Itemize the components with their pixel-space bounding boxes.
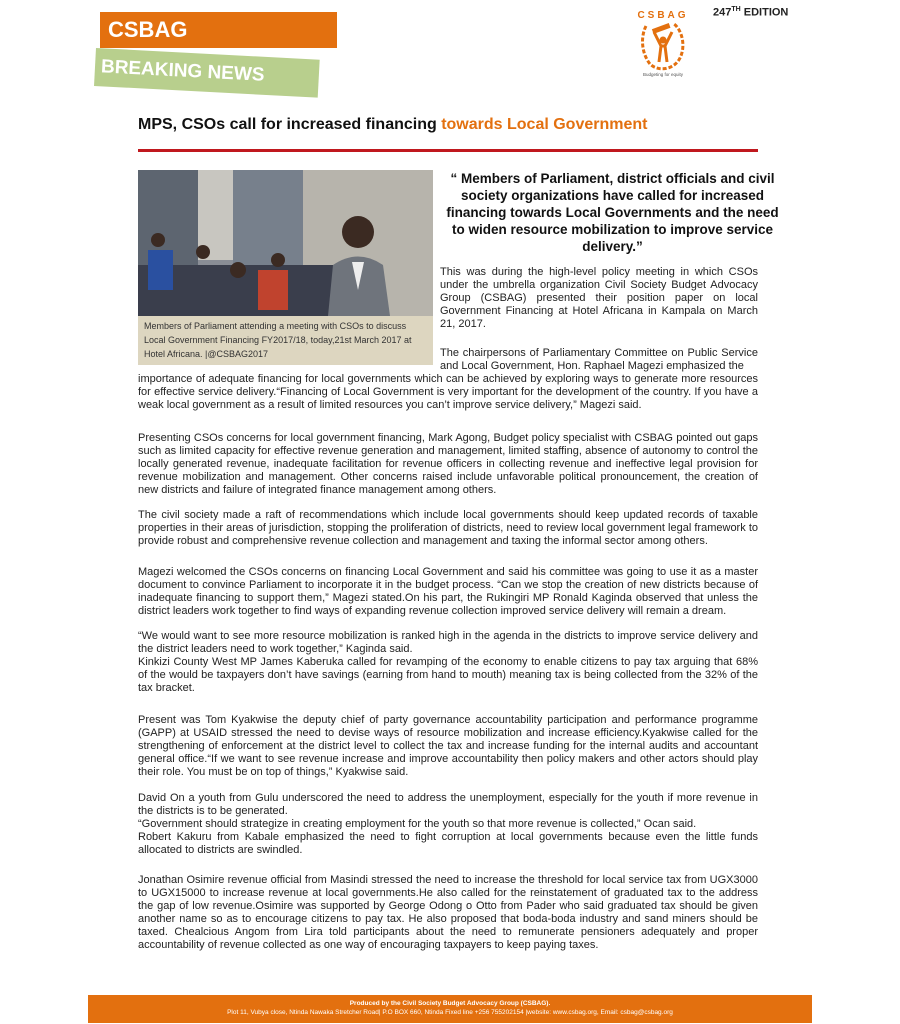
paragraph-8: Jonathan Osimire revenue official from Masindi stressed the need to increase the threshold for local service tax from UGX3000 to UGX15000 to increase revenue at local governments.He also called for the reinstatement of graduated tax to the address the gap of low revenue.Osimire was supported by George Odong o Otto from Pader who said graduated tax should be given another name so as to encourage citizens to pay tax. He also proposed that boda-boda industry and sand miners should be taxed. Chealcious Angom from Lira told participants about the need to remunerate pensioners adequately and proper accountability of revenue collected as one way of encouraging taxpayers to keep paying taxes.	[138, 874, 758, 951]
photo-caption: Members of Parliament attending a meeting with CSOs to discuss Local Government Financing FY2017/18, today,21st March 2017 at Hotel Africana. |@CSBAG2017	[144, 321, 412, 359]
paragraph-5	[138, 630, 758, 695]
headline-divider	[138, 149, 758, 152]
kakuru-text: Robert Kakuru from Kabale emphasized the need to fight corruption at local governments because even the little funds allocated to districts are swindled.	[138, 831, 758, 856]
pull-quote: “ Members of Parliament, district officials and civil society organizations have called for increased financing towards Local Governments and the need to widen resource mobilization to improve service delivery.”	[446, 171, 779, 254]
kaberuka-text: Kinkizi County West MP James Kaberuka called for revamping of the economy to enable citizens to pay tax arguing that 68% of the would be taxpayers don’t have savings (earning from hand to mouth) meaning tax is being collected from the 32% of the tax bracket.	[138, 656, 758, 694]
paragraph-1: importance of adequate financing for local governments which can be achieved by exploring ways to generate more resources for effective service delivery.“Financing of Local Government is very important for the development of the country. If you have a weak local government as a result of limited resources you can’t improve service delivery,” Magezi said.	[138, 373, 758, 411]
edition-label: 247TH EDITION	[713, 6, 789, 19]
csbag-logo	[632, 4, 694, 80]
svg-text:Budgeting for equity: Budgeting for equity	[642, 72, 684, 77]
paragraph-3: The civil society made a raft of recommendations which include local governments should keep updated records of taxable properties in their areas of jurisdiction, stopping the proliferation of districts, need to review local government legal framework to provide robust and comprehensive revenue collection and management and taxing the informal sector among others.	[138, 509, 758, 547]
article-headline: MPS, CSOs call for increased financing towards Local Government	[138, 116, 648, 133]
footer	[88, 995, 812, 1023]
article-photo	[138, 170, 433, 365]
kaginda-quote: “We would want to see more resource mobilization is ranked high in the agenda in the districts to improve service delivery and the district leaders need to work together,” Kaginda said.	[138, 630, 758, 655]
breaking-news-banner: BREAKING NEWS	[94, 48, 320, 98]
footer-contact: Plot 11, Vubya close, Ntinda Nawaka Stretcher Road| P.O BOX 660, Ntinda Fixed line +256 755202154 |website: www.csbag.org, Email: csbag@csbag.org	[227, 1009, 673, 1016]
intro-paragraph: This was during the high-level policy meeting in which CSOs under the umbrella organization Civil Society Budget Advocacy Group (CSBAG) presented their position paper on local Government Financing at Hotel Africana in Kampala on March 21, 2017.	[440, 266, 758, 330]
paragraph-4: Magezi welcomed the CSOs concerns on financing Local Government and said his committee was going to use it as a master document to convince Parliament to incorporate it in the budget process. “Can we stop the creation of new districts because of inadequate financing to support them,” Magezi stated.On his part, the Rukingiri MP Ronald Kaginda observed that unless the district leaders work together to find ways of expanding revenue collection improved service delivery will remain a dream.	[138, 566, 758, 617]
david-on-text: David On a youth from Gulu underscored the need to address the unemployment, especially for the youth if more revenue in the districts is to be generated.	[138, 792, 758, 817]
paragraph-1-start: The chairpersons of Parliamentary Committee on Public Service and Local Government, Hon. Raphael Magezi emphasized the	[440, 347, 758, 372]
brand-banner: CSBAG	[100, 12, 337, 48]
paragraph-2: Presenting CSOs concerns for local government financing, Mark Agong, Budget policy specialist with CSBAG pointed out gaps such as limited capacity for effective revenue generation and management, limited staffing, absence of autonomy to control the locally generated revenue, inadequate facilitation for revenue officers in collecting revenue and ineffective legal provision for revenue mobilization and management. Other concerns raised include unfavorable political pronouncement, the creation of new districts and failure of integrated finance management among others.	[138, 432, 758, 496]
paragraph-6: Present was Tom Kyakwise the deputy chief of party governance accountability participation and performance programme (GAPP) at USAID stressed the need to devise ways of resource mobilization and increase efficiency.Kyakwise called for the strengthening of enforcement at the district level to collect the tax and increase funding for the internal audits and accountant general office.“If we want to see revenue increase and improve accountability then policy makers and other actors should play their role. You must be on top of things,” Kyakwise said.	[138, 714, 758, 778]
paragraph-7	[138, 792, 758, 857]
svg-text:CSBAG: CSBAG	[637, 10, 689, 21]
ocan-quote: “Government should strategize in creating employment for the youth so that more revenue is collected,” Ocan said.	[138, 818, 697, 830]
footer-producer: Produced by the Civil Society Budget Advocacy Group (CSBAG).	[349, 1000, 551, 1007]
